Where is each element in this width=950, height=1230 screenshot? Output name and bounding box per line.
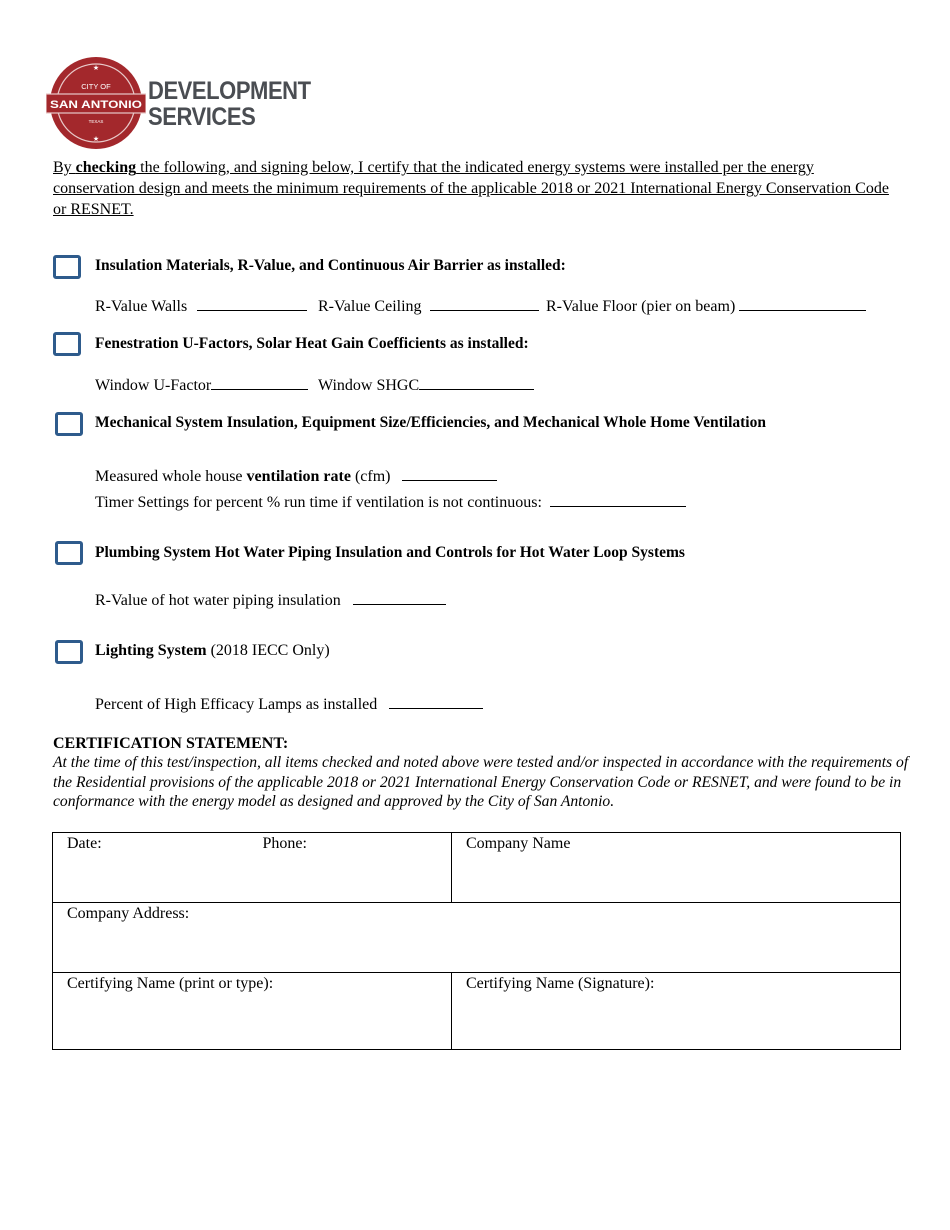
field-label-suffix: (cfm) xyxy=(350,468,391,485)
blank-line[interactable] xyxy=(550,492,686,507)
certifying-name-print-label: Certifying Name (print or type): xyxy=(67,975,274,992)
blank-line[interactable] xyxy=(402,466,497,481)
blank-line[interactable] xyxy=(419,375,534,390)
field-label: R-Value Ceiling xyxy=(318,298,422,315)
field-label: Window SHGC xyxy=(318,377,420,394)
certifying-name-print-cell[interactable] xyxy=(53,973,452,1050)
certification-intro xyxy=(53,157,898,220)
field-label: Timer Settings for percent % run time if ventilation is not continuous: xyxy=(95,494,542,511)
certifying-name-signature-label: Certifying Name (Signature): xyxy=(466,975,655,992)
field-label: Measured whole house xyxy=(95,468,247,485)
blank-line[interactable] xyxy=(211,375,308,390)
signature-table xyxy=(52,832,901,1050)
city-seal-icon xyxy=(46,55,146,151)
blank-line[interactable] xyxy=(353,590,446,605)
company-name-label: Company Name xyxy=(466,835,571,852)
logo-line-1: DEVELOPMENT xyxy=(148,77,311,105)
checkbox-lighting[interactable] xyxy=(55,640,83,664)
field-label-bold: ventilation rate xyxy=(246,468,351,485)
item-title-lighting xyxy=(95,642,330,660)
item-title-plumbing: Plumbing System Hot Water Piping Insulation and Controls for Hot Water Loop Systems xyxy=(95,544,685,561)
field-label: R-Value Floor (pier on beam) xyxy=(546,298,736,315)
intro-rest: the following, and signing below, I certify that the indicated energy systems were installed per the energy conservation design and meets the minimum requirements of the applicable 2018 or 2021 International Energy Conservation Code or RESNET. xyxy=(53,159,889,218)
field-window-ufactor xyxy=(95,375,308,395)
checkbox-fenestration[interactable] xyxy=(53,332,81,356)
item-title-fenestration: Fenestration U-Factors, Solar Heat Gain Coefficients as installed: xyxy=(95,335,529,352)
field-label: Window U-Factor xyxy=(95,377,212,394)
field-ventilation-rate xyxy=(95,466,497,486)
field-window-shgc xyxy=(318,375,534,395)
item-title-lighting-bold: Lighting System xyxy=(95,642,207,659)
item-title-mechanical: Mechanical System Insulation, Equipment Size/Efficiencies, and Mechanical Whole Home Ventilation xyxy=(95,414,766,431)
checkbox-mechanical[interactable] xyxy=(55,412,83,436)
intro-prefix: By xyxy=(53,159,76,176)
field-high-efficacy-lamps xyxy=(95,694,483,714)
item-title-insulation: Insulation Materials, R-Value, and Continuous Air Barrier as installed: xyxy=(95,257,566,274)
seal-text-main: SAN ANTONIO xyxy=(50,99,143,111)
field-timer-settings xyxy=(95,492,686,512)
company-address-label: Company Address: xyxy=(67,905,190,922)
field-label: Percent of High Efficacy Lamps as installed xyxy=(95,696,378,713)
logo-line-2: SERVICES xyxy=(148,103,256,131)
certifying-name-signature-cell[interactable] xyxy=(452,973,901,1050)
seal-text-top: CITY OF xyxy=(81,82,111,91)
field-rvalue-walls xyxy=(95,296,307,316)
date-phone-cell[interactable] xyxy=(53,833,452,903)
field-label: R-Value of hot water piping insulation xyxy=(95,592,341,609)
blank-line[interactable] xyxy=(430,296,539,311)
company-address-cell[interactable] xyxy=(53,903,901,973)
blank-line[interactable] xyxy=(389,694,483,709)
field-rvalue-ceiling xyxy=(318,296,539,316)
company-name-cell[interactable] xyxy=(452,833,901,903)
checkbox-insulation[interactable] xyxy=(53,255,81,279)
checkbox-plumbing[interactable] xyxy=(55,541,83,565)
intro-bold: checking xyxy=(75,159,137,176)
item-title-lighting-suffix: (2018 IECC Only) xyxy=(206,642,330,659)
blank-line[interactable] xyxy=(197,296,307,311)
field-hot-water-rvalue xyxy=(95,590,446,610)
seal-text-bottom: TEXAS xyxy=(88,119,104,124)
field-rvalue-floor xyxy=(546,296,866,316)
certification-body: At the time of this test/inspection, all items checked and noted above were tested and/or inspected in accordance with the requirements of the Residential provisions of the applicable 2018 or 2021 International Energy Conservation Code or RESNET, and were found to be in conformance with the energy model as designed and approved by the City of San Antonio. xyxy=(53,754,909,810)
field-label: R-Value Walls xyxy=(95,298,188,315)
svg-text:★: ★ xyxy=(92,65,100,72)
certification-heading: CERTIFICATION STATEMENT: xyxy=(53,735,289,752)
date-label: Date: xyxy=(67,835,102,852)
logo-wordmark xyxy=(148,78,311,130)
svg-text:★: ★ xyxy=(92,136,100,143)
phone-label: Phone: xyxy=(262,835,307,852)
blank-line[interactable] xyxy=(739,296,866,311)
